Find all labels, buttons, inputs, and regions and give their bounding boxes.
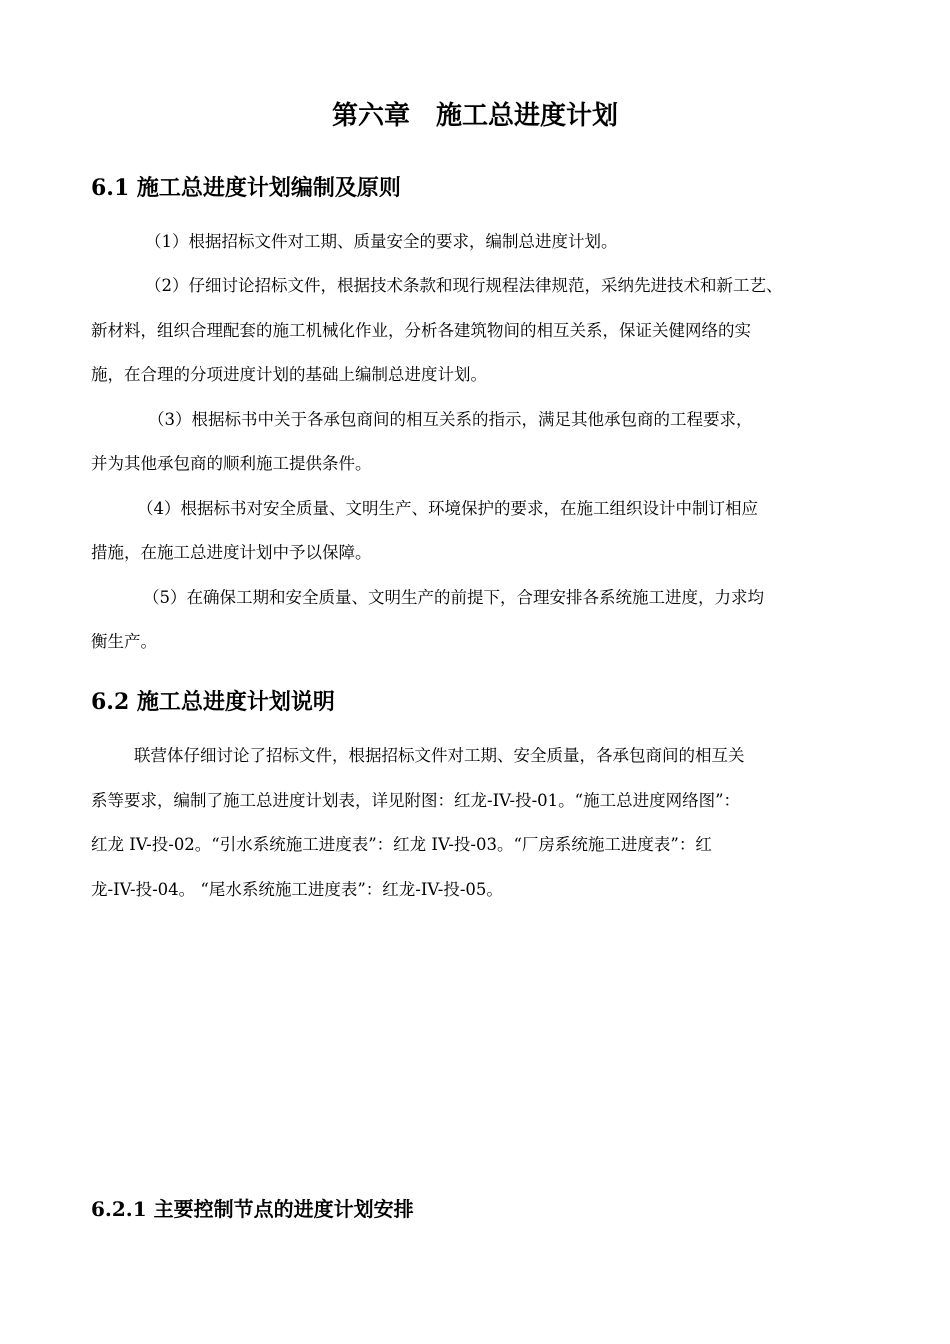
paragraph-line: 红龙 IV-投-02。“引水系统施工进度表”：红龙 IV-投-03。“厂房系统施工进度表”：红 [91,835,712,854]
section-6-1-heading: 6.1 施工总进度计划编制及原则 [91,175,401,201]
section-6-2-1-heading: 6.2.1 主要控制节点的进度计划安排 [91,1197,414,1221]
paragraph-line: 新材料，组织合理配套的施工机械化作业，分析各建筑物间的相互关系，保证关健网络的实 [91,321,751,340]
paragraph-line: （3）根据标书中关于各承包商间的相互关系的指示，满足其他承包商的工程要求， [148,410,753,429]
paragraph-line: 衡生产。 [91,632,157,651]
paragraph-line: 措施，在施工总进度计划中予以保障。 [91,543,372,562]
paragraph-line: 联营体仔细讨论了招标文件，根据招标文件对工期、安全质量，各承包商间的相互关 [134,746,745,765]
chapter-title: 第六章 施工总进度计划 [331,101,618,131]
paragraph-line: 并为其他承包商的顺利施工提供条件。 [91,454,372,473]
paragraph-line: （2）仔细讨论招标文件，根据技术条款和现行规程法律规范，采纳先进技术和新工艺、 [145,276,783,295]
paragraph-line: （5）在确保工期和安全质量、文明生产的前提下，合理安排各系统施工进度，力求均 [143,588,764,607]
paragraph-line: 施，在合理的分项进度计划的基础上编制总进度计划。 [91,365,487,384]
paragraph-line: 龙-IV-投-04。 “尾水系统施工进度表”：红龙-IV-投-05。 [91,880,503,899]
paragraph-line: （4）根据标书对安全质量、文明生产、环境保护的要求，在施工组织设计中制订相应 [137,499,758,518]
paragraph-line: （1）根据招标文件对工期、质量安全的要求，编制总进度计划。 [145,232,618,251]
paragraph-line: 系等要求，编制了施工总进度计划表，详见附图：红龙-IV-投-01。“施工总进度网络图”： [91,791,741,810]
section-6-2-heading: 6.2 施工总进度计划说明 [91,689,335,715]
